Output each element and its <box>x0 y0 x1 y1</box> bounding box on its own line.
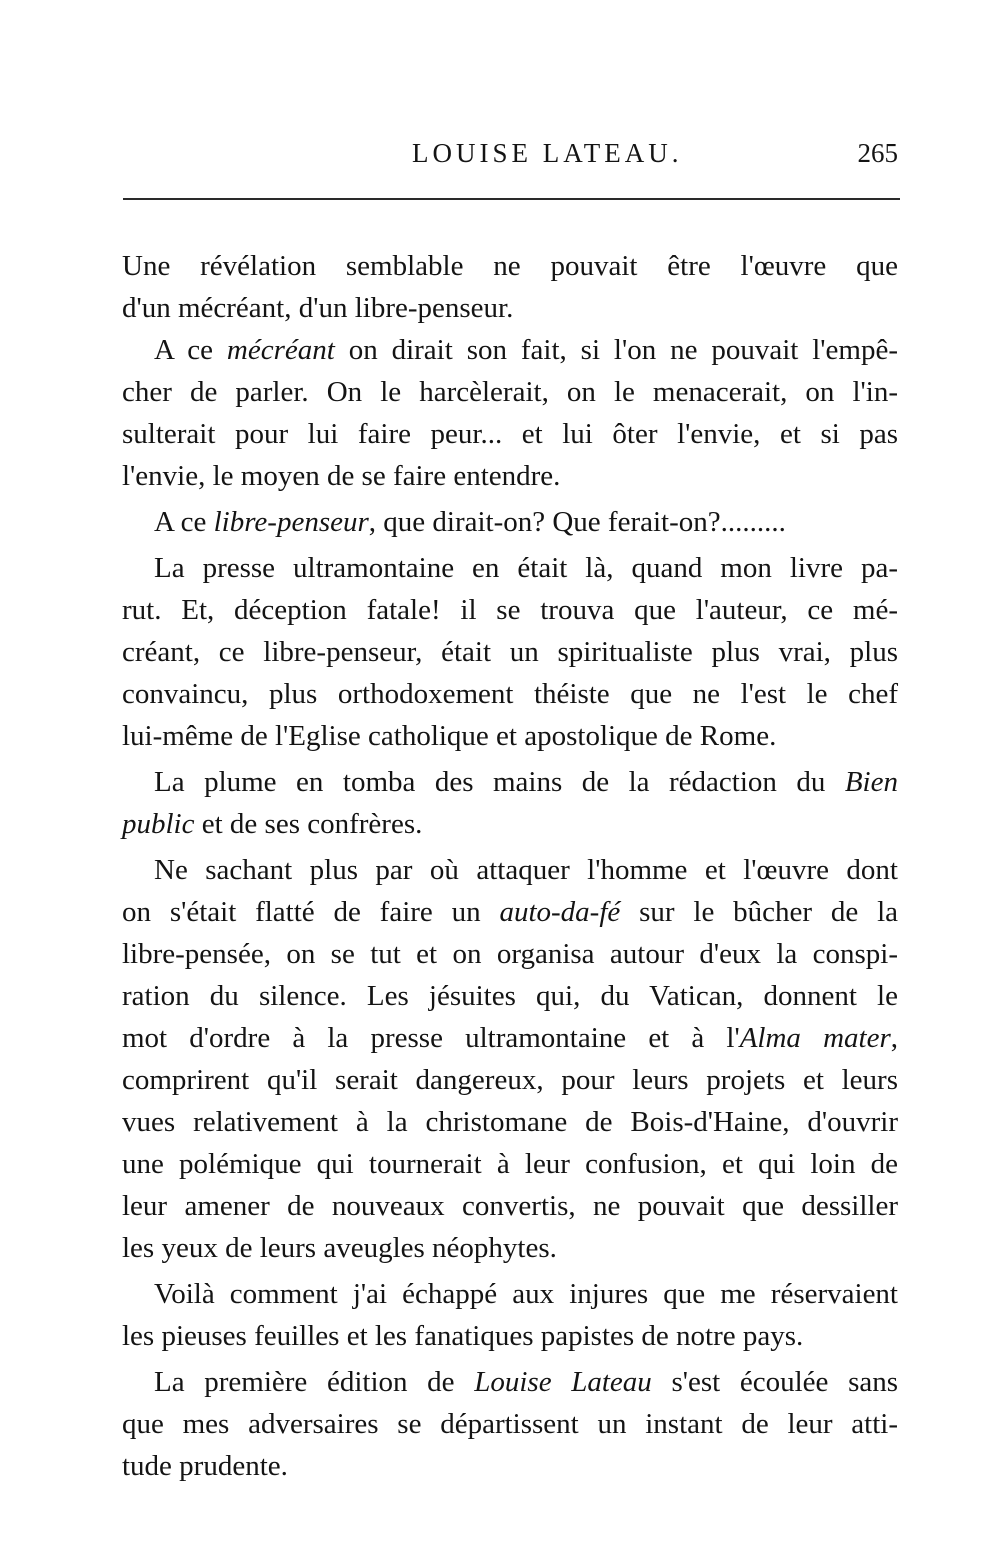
text-line: créant, ce libre-penseur, était un spiritualiste plus vrai, plus <box>122 636 898 668</box>
italic-term: Louise Lateau <box>474 1366 652 1398</box>
text-line: l'envie, le moyen de se faire entendre. <box>122 460 561 492</box>
text-line: comprirent qu'il serait dangereux, pour leurs projets et leurs <box>122 1064 898 1096</box>
italic-term: public <box>122 808 195 840</box>
text-line: cher de parler. On le harcèlerait, on le menacerait, on l'in- <box>122 376 898 408</box>
text-line: Voilà comment j'ai échappé aux injures que me réservaient <box>154 1278 898 1310</box>
text-line: on s'était flatté de faire un auto-da-fé sur le bûcher de la <box>122 896 899 928</box>
text-line: une polémique qui tournerait à leur confusion, et qui loin de <box>122 1148 898 1180</box>
text-line: vues relativement à la christomane de Bois-d'Haine, d'ouvrir <box>122 1106 898 1138</box>
text-line: public et de ses confrères. <box>122 808 423 840</box>
text-line: leur amener de nouveaux convertis, ne pouvait que dessiller <box>122 1190 898 1222</box>
text-line: d'un mécréant, d'un libre-penseur. <box>122 292 514 324</box>
text-line: La presse ultramontaine en était là, quand mon livre pa- <box>154 552 898 584</box>
text-line: convaincu, plus orthodoxement théiste que ne l'est le chef <box>122 678 898 710</box>
text-line: Ne sachant plus par où attaquer l'homme et l'œuvre dont <box>154 854 898 886</box>
body-text <box>122 245 898 1487</box>
header-rule <box>123 198 900 200</box>
text-line: A ce libre-penseur, que dirait-on? Que ferait-on?......... <box>154 506 786 538</box>
text-line: lui-même de l'Eglise catholique et apostolique de Rome. <box>122 720 777 752</box>
text-line: tude prudente. <box>122 1450 288 1482</box>
text-line: Une révélation semblable ne pouvait être l'œuvre que <box>122 250 898 282</box>
text-line: sulterait pour lui faire peur... et lui ôter l'envie, et si pas <box>122 418 898 450</box>
running-head-title: LOUISE LATEAU. <box>412 138 683 168</box>
text-line: mot d'ordre à la presse ultramontaine et à l'Alma mater, <box>122 1022 899 1054</box>
page-number: 265 <box>857 138 898 168</box>
running-head <box>0 133 1000 173</box>
text-line: les pieuses feuilles et les fanatiques papistes de notre pays. <box>122 1320 804 1352</box>
text-line: libre-pensée, on se tut et on organisa autour d'eux la conspi- <box>122 938 898 970</box>
italic-term: Bien <box>844 766 898 798</box>
italic-term: mécréant <box>226 334 335 366</box>
text-line: A ce mécréant on dirait son fait, si l'on ne pouvait l'empê- <box>154 334 898 366</box>
italic-term: auto-da-fé <box>499 896 621 928</box>
text-line: les yeux de leurs aveugles néophytes. <box>122 1232 557 1264</box>
text-line: rut. Et, déception fatale! il se trouva que l'auteur, ce mé- <box>122 594 898 626</box>
italic-term: Alma mater <box>739 1022 891 1054</box>
text-line: La première édition de Louise Lateau s'est écoulée sans <box>154 1366 899 1398</box>
italic-term: libre-penseur <box>213 506 369 538</box>
text-line: ration du silence. Les jésuites qui, du Vatican, donnent le <box>122 980 898 1012</box>
text-line: que mes adversaires se départissent un instant de leur atti- <box>122 1408 898 1440</box>
text-line: La plume en tomba des mains de la rédaction du Bien <box>154 766 898 798</box>
